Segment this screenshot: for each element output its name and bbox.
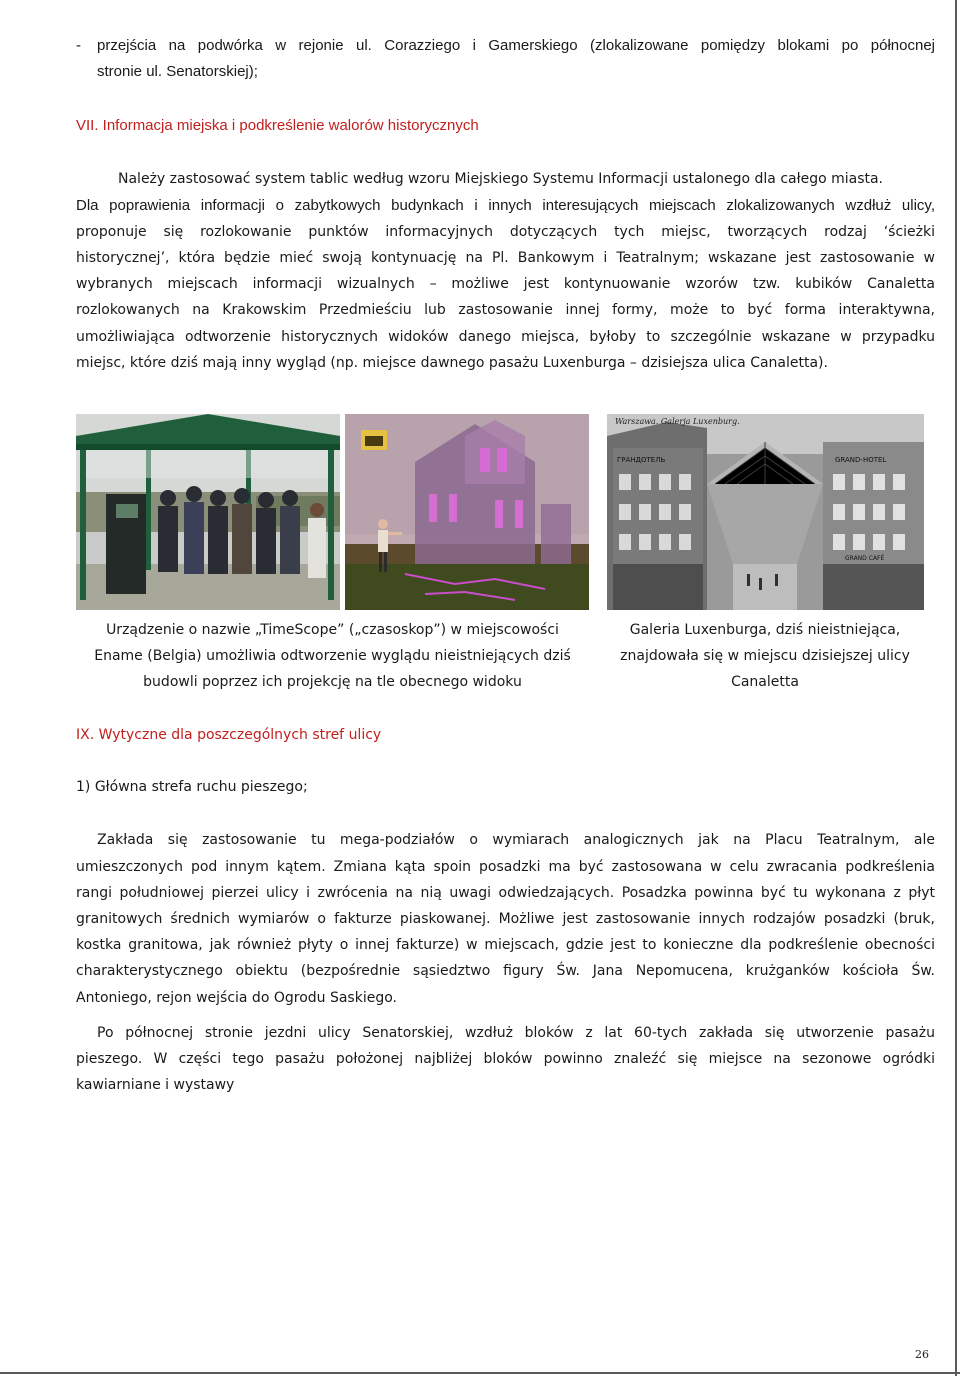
paragraph-line: umieszczonych pod innym kątem. Zmiana kąta spoin posadzki ma być zastosowana w celu zwracania podkreślenia [76, 859, 935, 875]
paragraph-line: Zakłada się zastosowanie tu mega-podziałów o wymiarach analogicznych jak na Placu Teatralnym, ale [97, 832, 935, 848]
galeria-caption-line: znajdowała się w miejscu dzisiejszej ulicy [620, 648, 910, 664]
paragraph-line: wybranych miejscach informacji wizualnych – możliwe jest kontynuowanie wzorów tzw. kubików Canaletta [76, 276, 935, 292]
paragraph-line: rozlokowanych na Krakowskim Przedmieściu lub zastosowanie innej formy, może to być forma interaktywna, [76, 302, 935, 318]
galeria-caption-line: Canaletta [731, 674, 799, 690]
list-bullet: - [76, 37, 81, 54]
paragraph-line: historycznej’, która będzie mieć swoją kontynuację na Pl. Bankowym i Teatralnym; wskazane jest zastosowanie w [76, 250, 935, 266]
postcard-title: Warszawa. Galerja Luxenburg. [615, 417, 740, 426]
timescope-caption-line: Urządzenie o nazwie „TimeScope” („czasoskop”) w miejscowości [106, 622, 559, 638]
postcard-sign-cafe: GRAND CAFÉ [845, 555, 885, 562]
paragraph-line: charakterystycznego obiektu (bezpośrednie sąsiedztwo figury Św. Jana Nepomucena, krużganków kościoła Św. [76, 963, 935, 979]
paragraph-line: Antoniego, rejon wejścia do Ogrodu Saskiego. [76, 990, 397, 1006]
paragraph-line: Po północnej stronie jezdni ulicy Senatorskiej, wzdłuż bloków z lat 60-tych zakłada się utworzenie pasażu [97, 1025, 935, 1041]
paragraph-line: kostka granitowa, jak również płyty o innej fakturze) w miejscach, gdzie jest to konieczne dla podkreślenie obecności [76, 937, 935, 953]
galeria-caption-line: Galeria Luxenburga, dziś nieistniejąca, [629, 622, 901, 638]
timescope-caption-line: Ename (Belgia) umożliwia odtworzenie wyglądu nieistniejących dziś [94, 648, 571, 664]
paragraph-line: granitowych średnich wymiarów o fakturze piaskowanej. Możliwe jest zastosowanie innych rodzajów posadzki (bruk, [76, 911, 935, 927]
paragraph-line: miejsc, które dziś mają inny wygląd (np. miejsce dawnego pasażu Luxenburga – dzisiejsza ulica Canaletta). [76, 355, 828, 371]
page-border-bottom [0, 1372, 960, 1374]
section-heading: VII. Informacja miejska i podkreślenie walorów historycznych [76, 117, 479, 134]
postcard-sign-left: ГРАНДОТЕЛЬ [617, 456, 666, 464]
paragraph-line: proponuje się rozlokowanie punktów informacyjnych dotyczących tych miejsc, tworzących rodzaj ‘ścieżki [76, 224, 935, 240]
galeria-luxenburga-postcard [607, 414, 924, 610]
paragraph-line: rangi południowej pierzei ulicy i zwrócenia na nią uwagi odwiedzających. Posadzka powinna być tu wykonana z płyt [76, 885, 935, 901]
paragraph-line: kawiarniane i wystawy [76, 1077, 235, 1093]
list-item-line: przejścia na podwórka w rejonie ul. Corazziego i Gamerskiego (zlokalizowane pomiędzy blokami po północnej [97, 37, 935, 54]
church-reconstruction-image [345, 414, 589, 610]
paragraph-line: Dla poprawienia informacji o zabytkowych budynkach i innych interesujących miejscach zlokalizowanych wzdłuż ulicy, [76, 197, 935, 214]
paragraph-line: pieszego. W części tego pasażu położonej najbliżej bloków powinno znaleźć się miejsce na sezonowe ogródki [76, 1051, 935, 1067]
subsection-heading: 1) Główna strefa ruchu pieszego; [76, 779, 308, 795]
section-heading: IX. Wytyczne dla poszczególnych stref ulicy [76, 727, 382, 743]
timescope-kiosk-photo [76, 414, 340, 610]
postcard-sign-right: GRAND-HOTEL [835, 456, 887, 464]
page-number: 26 [915, 1348, 929, 1361]
paragraph-line: Należy zastosować system tablic według wzoru Miejskiego Systemu Informacji ustalonego dla całego miasta. [118, 171, 884, 187]
paragraph-line: umożliwiająca odtworzenie historycznych widoków danego miejsca, byłoby to szczególnie wskazane w przypadku [76, 329, 935, 345]
list-item-line: stronie ul. Senatorskiej); [97, 63, 258, 80]
page-border-right [955, 0, 957, 1376]
timescope-caption-line: budowli poprzez ich projekcję na tle obecnego widoku [143, 674, 522, 690]
